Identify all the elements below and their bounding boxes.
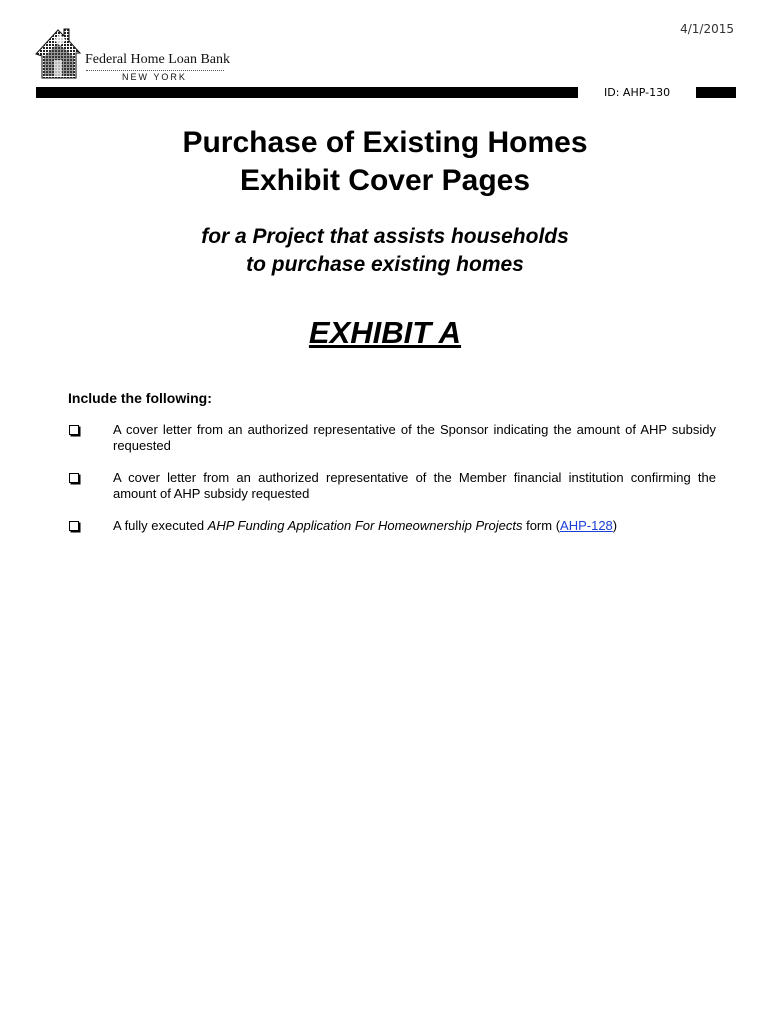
header-rule-left [36,87,578,98]
item-end: ) [612,518,618,533]
checklist-item-text [113,518,716,534]
form-id: ID: AHP-130 [604,86,671,99]
checkbox-icon[interactable] [69,521,79,531]
subtitle-line-2: to purchase existing homes [246,253,524,276]
application-form-name: AHP Funding Application For Homeownership Projects [207,518,523,533]
title-line-1: Purchase of Existing Homes [182,126,588,159]
bank-city: NEW YORK [122,72,187,82]
ahp-128-link[interactable]: AHP-128 [560,518,613,533]
subtitle-line-1: for a Project that assists households [201,225,569,248]
item-prefix: A fully executed [113,518,208,533]
fhlb-logo [34,26,234,82]
include-heading: Include the following: [68,390,212,406]
item-suffix: form ( [522,518,561,533]
checkbox-icon[interactable] [69,425,79,435]
document-date: 4/1/2015 [680,22,734,36]
page-subtitle [0,223,770,279]
checklist-item-text: A cover letter from an authorized representative of the Member financial institution confirming the amount of AHP subsidy requested [113,470,716,501]
exhibit-heading: EXHIBIT A [308,315,462,350]
title-line-2: Exhibit Cover Pages [239,164,531,197]
form-id-bar [36,85,736,101]
checkbox-icon[interactable] [69,473,79,483]
header-rule-right [696,87,736,98]
checklist-item [68,422,716,454]
checklist-item-text: A cover letter from an authorized representative of the Sponsor indicating the amount of AHP subsidy requested [113,422,716,453]
checklist-item [68,470,716,502]
bank-name: Federal Home Loan Bank [85,52,231,67]
page-title [0,124,770,200]
checklist-item [68,518,716,534]
logo-divider [86,70,224,71]
requirements-checklist [68,422,716,550]
